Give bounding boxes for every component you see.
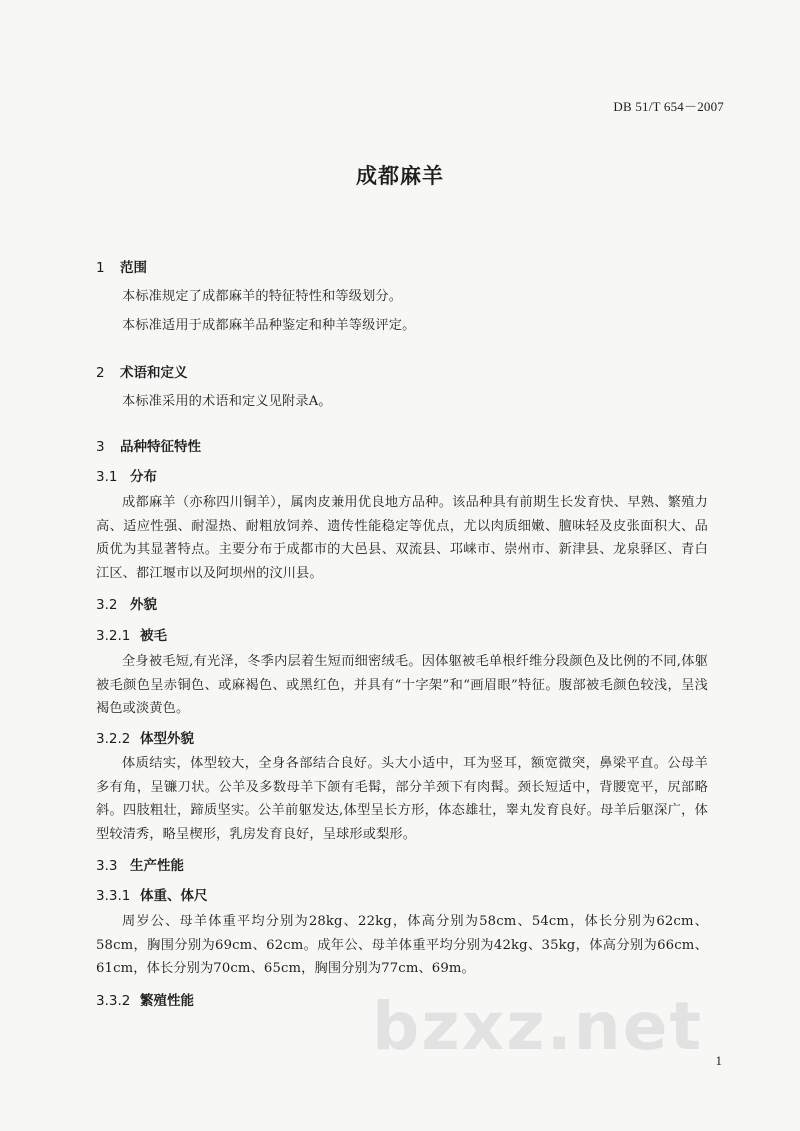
section-3-2-2-heading <box>96 727 194 747</box>
section-number: 3.3.2 <box>96 993 131 1009</box>
section-3-2-2-paragraph-1: 体质结实，体型较大，全身各部结合良好。头大小适中，耳为竖耳，额宽微突，鼻梁平直。公母羊多有角，呈镰刀状。公羊及多数母羊下颌有毛髯，部分羊颈下有肉髯。颈长短适中，背腰宽平，尻部略斜。四肢粗壮，蹄质坚实。公羊前躯发达,体型呈长方形，体态雄壮，睾丸发育良好。母羊后躯深广，体型较清秀，略呈楔形，乳房发育良好，呈球形或梨形。 <box>96 756 708 842</box>
section-title: 体重、体尺 <box>140 888 208 904</box>
section-3-3-1-paragraph-1: 周岁公、母羊体重平均分别为28kg、22kg，体高分别为58cm、54cm，体长分别为62cm、58cm，胸围分别为69cm、62cm。成年公、母羊体重平均分别为42kg、35kg，体高分别为66cm、61cm，体长分别为70cm、65cm，胸围分别为77cm、69m。 <box>96 914 708 976</box>
section-3-heading <box>96 435 201 455</box>
section-3-3-2-heading <box>96 989 194 1009</box>
section-number: 1 <box>96 260 105 276</box>
section-2-heading <box>96 361 188 381</box>
section-number: 3.2 <box>96 597 118 613</box>
section-title: 生产性能 <box>130 858 184 874</box>
section-number: 3.2.1 <box>96 628 131 644</box>
section-title: 外貌 <box>130 597 157 613</box>
standard-code: DB 51/T 654－2007 <box>613 99 724 114</box>
section-number: 3.3.1 <box>96 888 131 904</box>
page-number: 1 <box>715 1053 722 1068</box>
section-number: 3 <box>96 439 105 455</box>
section-3-1-paragraph-1: 成都麻羊（亦称四川铜羊），属肉皮兼用优良地方品种。该品种具有前期生长发育快、早熟、繁殖力高、适应性强、耐湿热、耐粗放饲养、遗传性能稳定等优点，尤以肉质细嫩、膻味轻及皮张面积大、品质优为其显著特点。主要分布于成都市的大邑县、双流县、邛崃市、崇州市、新津县、龙泉驿区、青白江区、都江堰市以及阿坝州的汶川县。 <box>96 495 708 581</box>
section-3-3-heading <box>96 854 184 874</box>
section-2-paragraph-1: 本标准采用的术语和定义见附录A。 <box>122 394 332 409</box>
section-3-2-heading <box>96 593 157 613</box>
section-number: 3.3 <box>96 858 118 874</box>
section-title: 被毛 <box>140 628 167 644</box>
section-1-paragraph-2: 本标准适用于成都麻羊品种鉴定和种羊等级评定。 <box>122 318 416 333</box>
section-3-1-heading <box>96 465 157 485</box>
section-title: 品种特征特性 <box>120 439 201 455</box>
watermark: bzxz.net <box>372 988 704 1065</box>
section-title: 术语和定义 <box>120 365 188 381</box>
section-title: 繁殖性能 <box>140 993 194 1009</box>
section-number: 3.2.2 <box>96 731 131 747</box>
section-1-paragraph-1: 本标准规定了成都麻羊的特征特性和等级划分。 <box>122 289 403 304</box>
section-title: 分布 <box>130 469 157 485</box>
section-3-2-1-paragraph-1: 全身被毛短,有光泽，冬季内层着生短而细密绒毛。因体躯被毛单根纤维分段颜色及比例的不同,体躯被毛颜色呈赤铜色、或麻褐色、或黑红色，并具有“十字架”和“画眉眼”特征。腹部被毛颜色较浅，呈浅褐色或淡黄色。 <box>96 654 708 716</box>
section-3-2-1-heading <box>96 624 167 644</box>
document-title: 成都麻羊 <box>356 164 444 188</box>
section-title: 体型外貌 <box>140 731 194 747</box>
section-number: 2 <box>96 365 105 381</box>
section-3-3-1-heading <box>96 884 208 904</box>
section-number: 3.1 <box>96 469 118 485</box>
section-title: 范围 <box>120 260 147 276</box>
section-1-heading <box>96 256 147 276</box>
